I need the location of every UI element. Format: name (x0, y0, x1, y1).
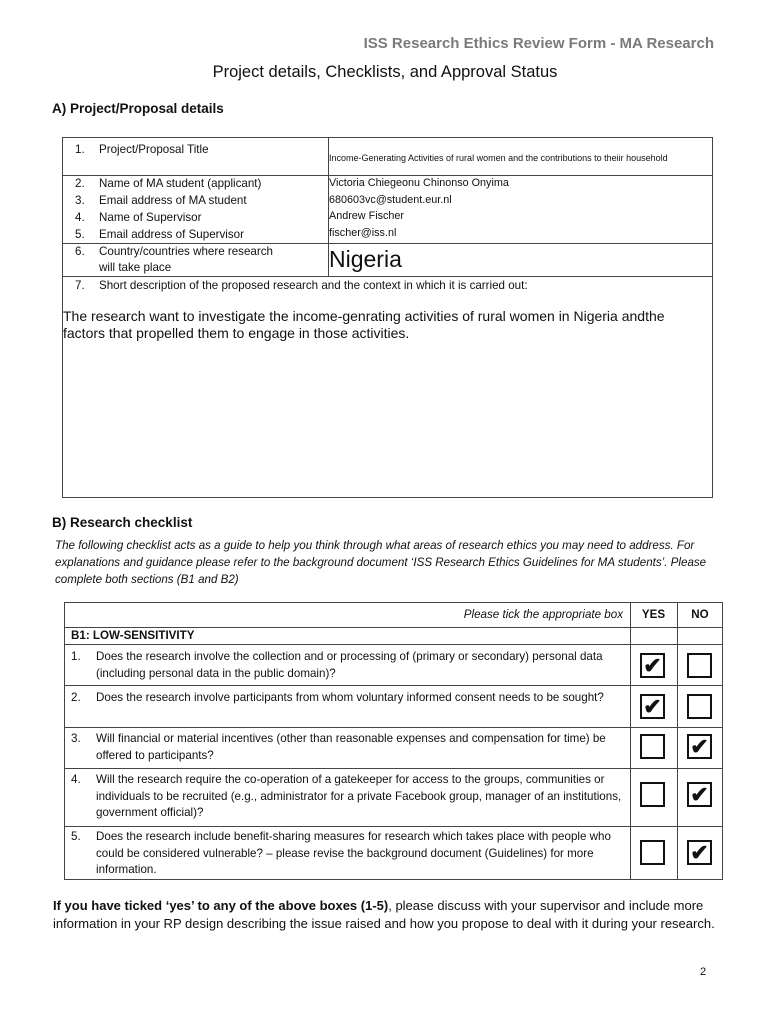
q4-yes-checkbox[interactable] (640, 782, 665, 807)
question-4: 4. Will the research require the co-operation of a gatekeeper for access to the groups, communities or individuals to be recruited (e.g., administrator for a private Facebook group, manager of an institutions, government official)? (71, 773, 622, 819)
footer-note-bold: If you have ticked ‘yes’ to any of the above boxes (1-5) (53, 898, 389, 913)
checklist-intro: The following checklist acts as a guide to help you think through what areas of research ethics you may need to address. For explanations and guidance please refer to the background document ‘ISS Research Ethics Guidelines for MA students’. Please complete both sections (B1 and B2) (55, 539, 707, 586)
question-5: 5. Does the research include benefit-sharing measures for research which takes place with people who could be considered vulnerable? – please revise the background document (Guidelines) for more information. (71, 830, 611, 876)
page-number: 2 (700, 966, 707, 978)
row-divider (65, 644, 722, 645)
row-divider (63, 276, 712, 277)
q5-yes-checkbox[interactable] (640, 840, 665, 865)
research-description-value[interactable]: The research want to investigate the income-genrating activities of rural women in Nigeria andthe factors that propelled them to engage in those activities. (63, 308, 665, 341)
row-4-label: 4. Name of Supervisor (75, 211, 202, 224)
row-1-label: 1. Project/Proposal Title (75, 143, 209, 156)
tick-instruction: Please tick the appropriate box (463, 608, 623, 621)
question-1: 1. Does the research involve the collection and or processing of (primary or secondary) personal data (including personal data in the public domain)? (71, 650, 603, 680)
supervisor-email-value[interactable]: fischer@iss.nl (329, 227, 397, 239)
page-subtitle: Project details, Checklists, and Approval Status (212, 63, 558, 81)
q3-no-checkbox[interactable]: ✔ (687, 734, 712, 759)
project-title-value[interactable]: Income-Generating Activities of rural women and the contributions to theiir household (329, 153, 668, 163)
row-3-label: 3. Email address of MA student (75, 194, 247, 207)
q1-yes-checkbox[interactable]: ✔ (640, 653, 665, 678)
section-b-heading: B) Research checklist (52, 515, 193, 530)
q3-yes-checkbox[interactable] (640, 734, 665, 759)
row-7-label: 7. Short description of the proposed research and the context in which it is carried out: (75, 279, 528, 292)
q2-no-checkbox[interactable] (687, 694, 712, 719)
no-column-header: NO (691, 608, 709, 621)
q1-no-checkbox[interactable] (687, 653, 712, 678)
project-details-table (62, 137, 713, 498)
row-5-label: 5. Email address of Supervisor (75, 228, 244, 241)
row-divider (65, 685, 722, 686)
row-divider (65, 727, 722, 728)
question-3: 3. Will financial or material incentives (other than reasonable expenses and compensation for time) be offered to participants? (71, 732, 606, 762)
checklist-table (64, 602, 723, 880)
row-2-label: 2. Name of MA student (applicant) (75, 177, 262, 190)
row-6-label: 6. Country/countries where research will take place (75, 245, 273, 274)
yes-column-header: YES (641, 608, 666, 621)
student-email-value[interactable]: 680603vc@student.eur.nl (329, 194, 452, 206)
q2-yes-checkbox[interactable]: ✔ (640, 694, 665, 719)
country-value[interactable]: Nigeria (329, 246, 402, 272)
question-2: 2. Does the research involve participants from whom voluntary informed consent needs to be sought? (71, 691, 604, 704)
row-divider (65, 826, 722, 827)
supervisor-name-value[interactable]: Andrew Fischer (329, 210, 405, 222)
student-name-value[interactable]: Victoria Chiegeonu Chinonso Onyima (329, 177, 509, 189)
q4-no-checkbox[interactable]: ✔ (687, 782, 712, 807)
b1-label: B1: LOW-SENSITIVITY (71, 629, 195, 642)
section-a-heading: A) Project/Proposal details (52, 101, 224, 116)
q5-no-checkbox[interactable]: ✔ (687, 840, 712, 865)
form-header: ISS Research Ethics Review Form - MA Research (363, 35, 714, 52)
row-divider (65, 627, 722, 628)
footer-note (53, 897, 723, 933)
footer-note-text: , please discuss with your supervisor and include more information in your RP design describing the issue raised and how you propose to deal with it during your research. (53, 898, 715, 931)
row-divider (65, 768, 722, 769)
